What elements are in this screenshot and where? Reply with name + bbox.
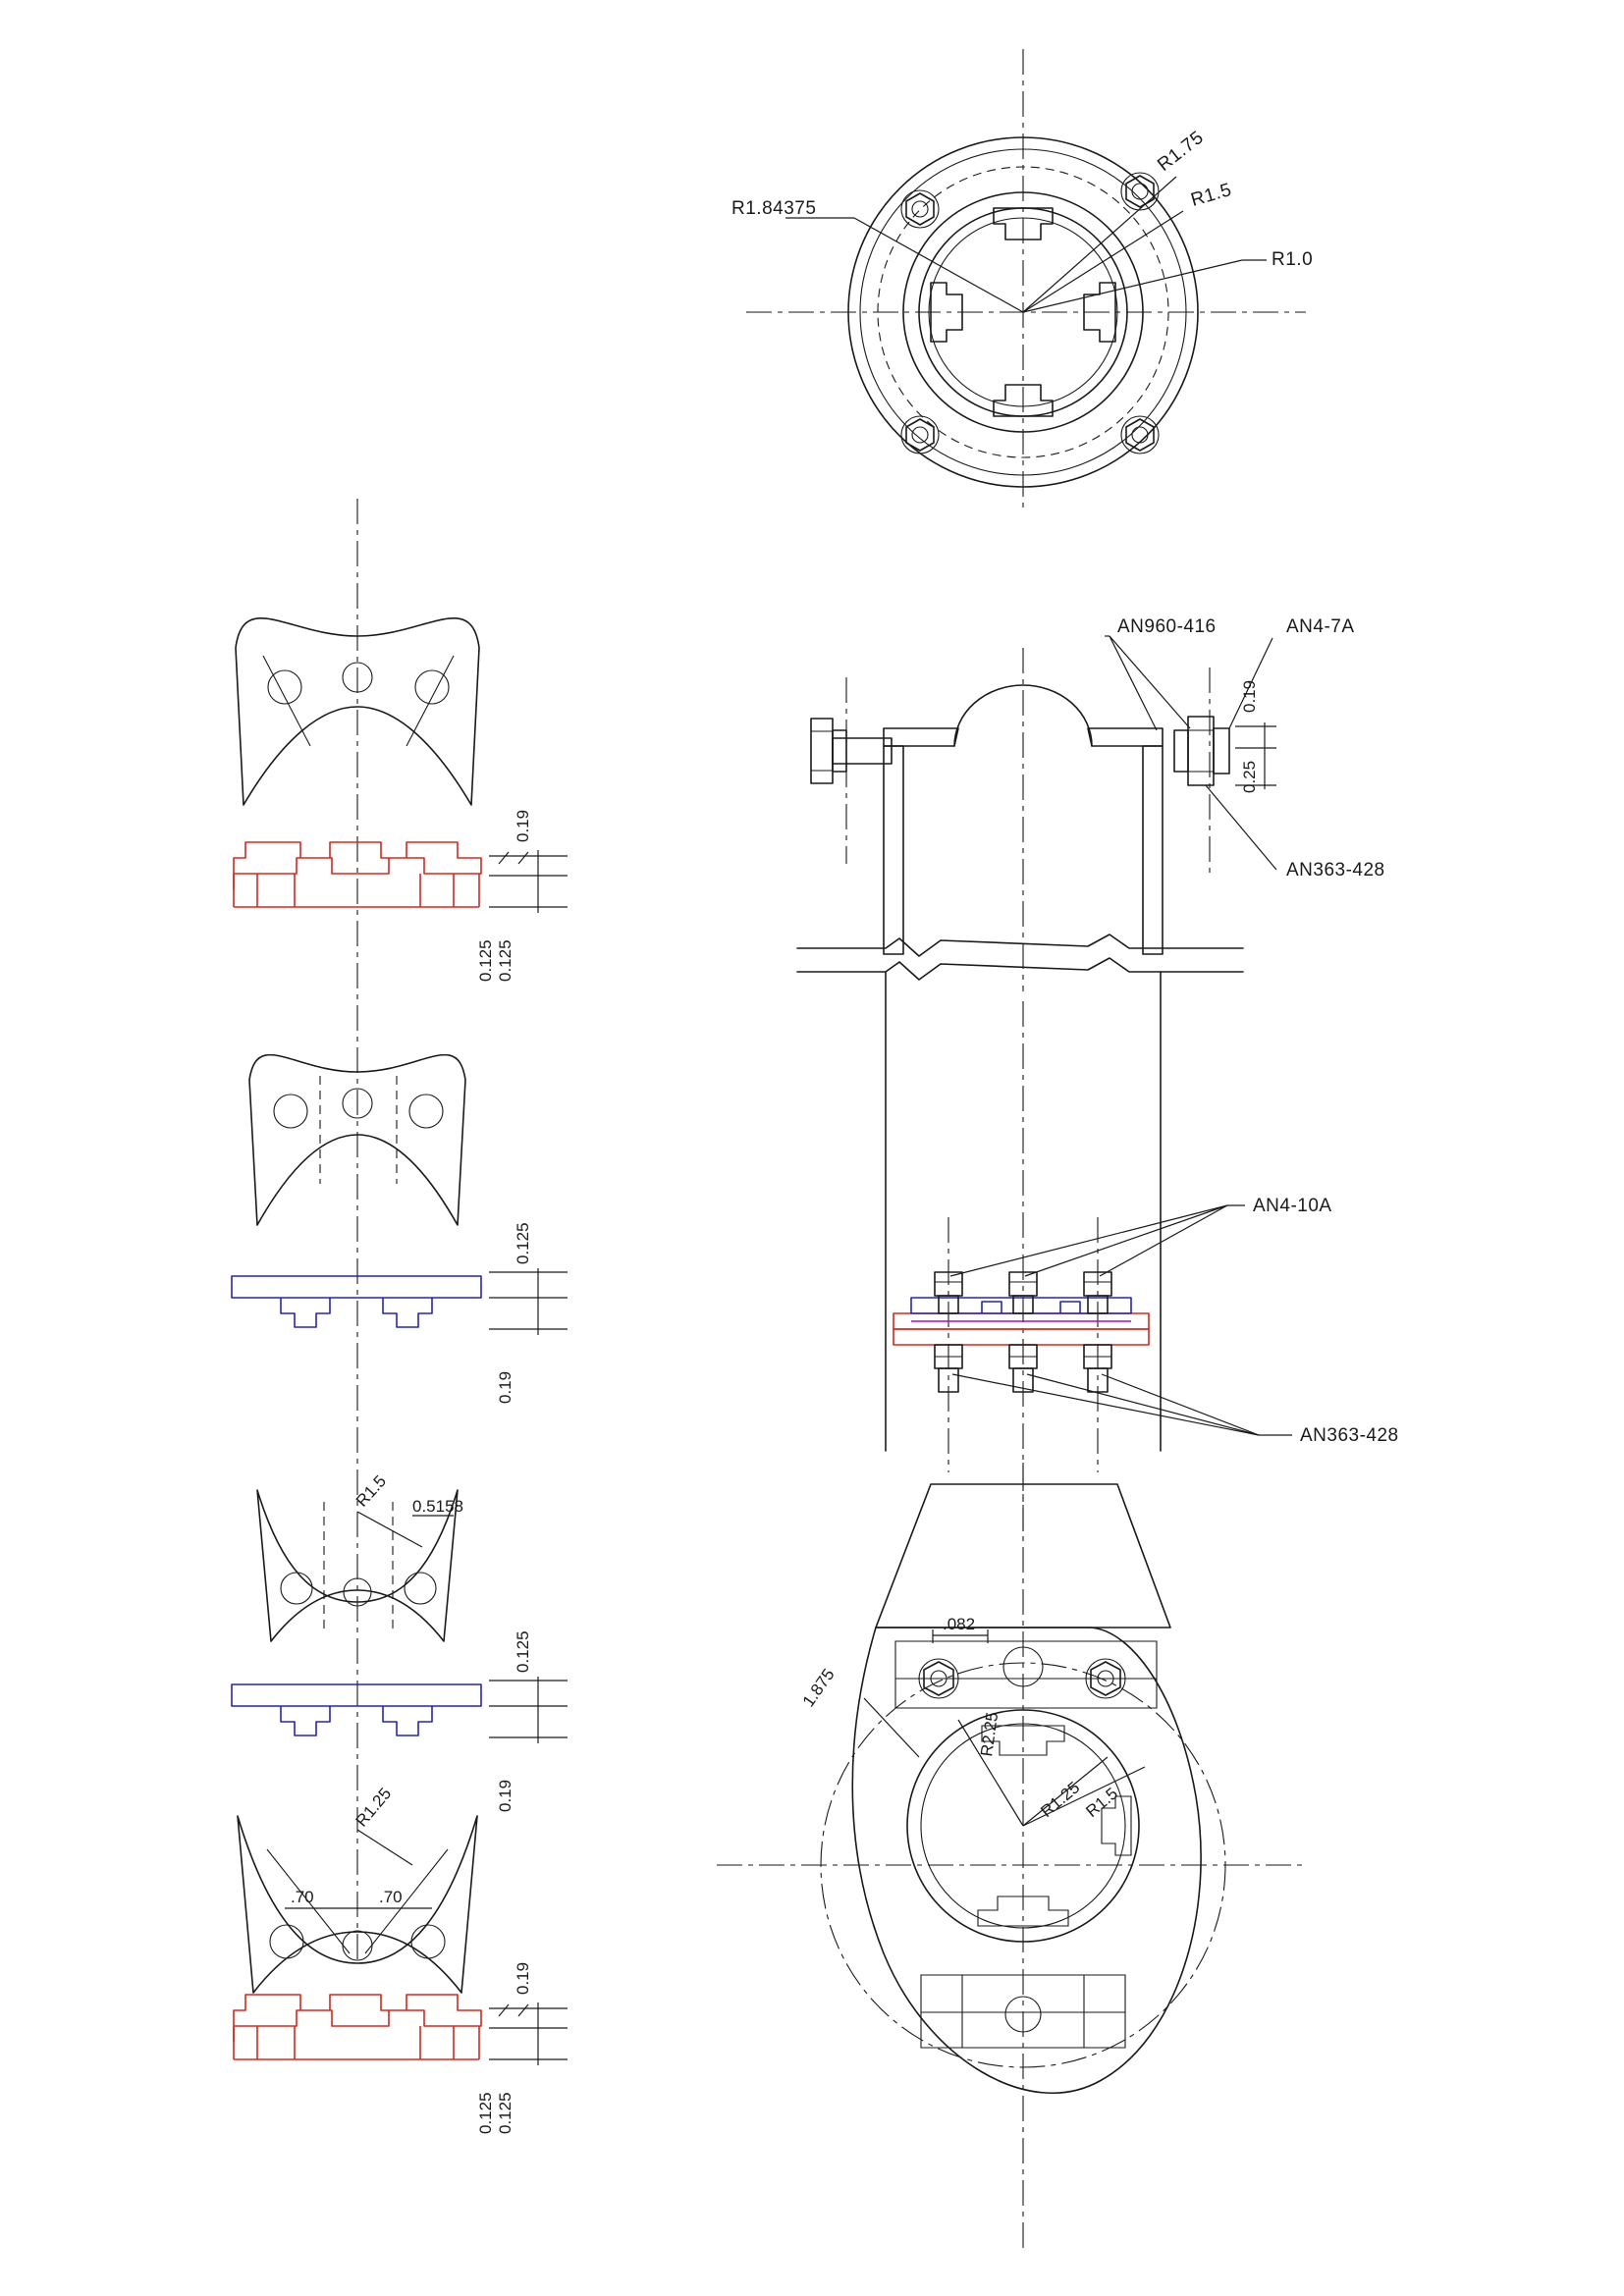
plate-2-hole-left [274,1095,307,1128]
break-line-lower [797,958,1243,980]
plate-4-shape [238,1785,477,1993]
dim-plate2-0125: 0.125 [514,1222,532,1264]
label-r15: R1.5 [1188,180,1234,211]
dim-plate4-70a: .70 [291,1888,314,1906]
bolt-head-group [901,173,1159,454]
joint-plate-red-lower [893,1329,1149,1345]
dim-r15b: R1.5 [1082,1784,1122,1822]
label-an960-416: AN960-416 [1117,616,1217,637]
bolt-assembly-left [811,719,892,783]
bolt-head-ne [1121,173,1159,210]
barrel-wall-left [884,746,903,954]
top-ring-view [731,49,1313,510]
dim-plate4-r125: R1.25 [352,1784,396,1831]
plate-2-profile-blue [232,1276,481,1327]
plate-2-hole-right [409,1095,443,1128]
dim-plate3-r15: R1.5 [352,1471,391,1511]
bolt-head-right [1214,728,1229,774]
dim-plate4-019: 0.19 [514,1961,532,1995]
dim-plate1-0125a: 0.125 [476,939,495,982]
label-r10: R1.0 [1272,249,1314,270]
leader-plate4-r125 [357,1830,412,1865]
plate-1-dims [476,810,568,982]
plate-4-dims [476,1962,568,2134]
leader-an4-10a-3 [1100,1205,1227,1276]
bottom-plan-view [717,1463,1306,2248]
label-an363-428: AN363-428 [1286,860,1385,881]
dim-019-section: 0.19 [1240,679,1259,713]
plate-3-blue-tab-right [383,1706,432,1735]
label-an363-428-2: AN363-428 [1300,1425,1399,1446]
dim-plate3-0125: 0.125 [514,1630,532,1673]
dim-plate3-019: 0.19 [496,1779,514,1812]
leader-an4-10a-2 [1025,1205,1227,1276]
leader-an363-428 [1206,785,1276,870]
dim-plate1-019: 0.19 [514,809,532,842]
joint-bolt-3 [1084,1272,1111,1392]
dim-082: .082 [943,1615,976,1633]
dim-1875: 1.875 [798,1665,839,1711]
label-an4-10a: AN4-10A [1253,1196,1332,1216]
leader-an363-428-2-3 [1102,1374,1259,1435]
bolt-shank-left [833,738,892,764]
leader-an363-428-2-1 [952,1374,1259,1435]
plate-2-blue-tab-right [383,1298,432,1327]
plate-4-red-outline [234,1995,481,2042]
leader-an4-7a [1229,638,1272,728]
plate-3-hole-right [405,1573,436,1604]
label-an4-7a: AN4-7A [1286,616,1355,637]
flange-left-section [884,728,958,746]
plate-2-blue-tab-left [281,1298,330,1327]
flange-right-section [1088,728,1163,746]
dim-plate2-019: 0.19 [496,1370,514,1404]
bolt-head-sw [901,416,939,454]
joint-bolt-1 [935,1272,962,1392]
plate-3-blue-bar [232,1684,481,1706]
section-thickness-dims [1235,680,1276,793]
dim-025-section: 0.25 [1240,760,1259,793]
break-line-upper [797,934,1243,956]
dim-r125: R1.25 [1037,1778,1084,1822]
leader-r184375 [854,218,1023,312]
plate-3-dims [489,1630,568,1812]
plate-3-profile-blue [232,1684,481,1735]
plate-2-dims [489,1222,568,1404]
bolt-head-nw [901,190,939,228]
plate-2-blue-bar [232,1276,481,1298]
label-r175: R1.75 [1154,127,1209,176]
plate-3-shape [257,1471,463,1641]
leader-an960-416-a [1110,636,1157,730]
washer-right [1174,730,1188,772]
plate-3-hole-left [281,1573,312,1604]
dim-plate3-05158: 0.5158 [412,1497,463,1516]
dim-r225: R2.25 [977,1710,1002,1758]
dim-plate4-0125b: 0.125 [496,2092,514,2134]
left-profile-stack [232,499,568,2134]
dim-plate1-0125b: 0.125 [496,939,514,982]
plate-4-profile-red [234,1995,481,2059]
leader-an363-428-2-2 [1027,1374,1259,1435]
leader-plate3-r15 [357,1512,422,1547]
leader-an960-416-b [1110,636,1190,728]
joint-plate-blue-tab-right [1060,1302,1080,1313]
joint-plate-blue-tab-left [982,1302,1001,1313]
bolt-head-se [1121,416,1159,454]
bolt-assembly-right [1174,717,1229,785]
plate-4-hole-right [411,1925,445,1958]
bolt-head-left [811,719,833,783]
label-r184375: R1.84375 [731,198,817,219]
plate-3-blue-tab-left [281,1706,330,1735]
leader-an4-10a-1 [950,1205,1227,1276]
plate-4-hole-left [270,1925,303,1958]
barrel-wall-right [1143,746,1163,954]
section-view [797,616,1385,1451]
leader-1875 [864,1698,919,1757]
bolted-joint-view [893,1001,1399,1531]
washer-left [833,730,846,772]
dim-plate4-0125a: 0.125 [476,2092,495,2134]
dim-plate4-70b: .70 [379,1888,403,1906]
leader-r10 [1023,260,1242,312]
